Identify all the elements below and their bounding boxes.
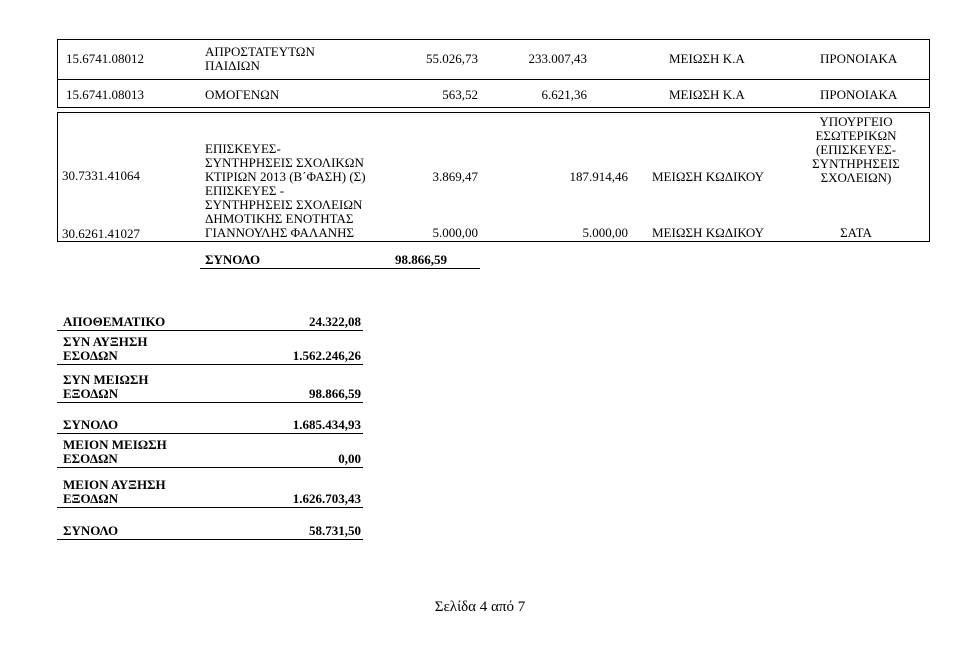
summary-value: 58.731,50 [309,523,361,538]
underline [57,467,363,468]
account-code: 15.6741.08013 [66,87,144,102]
action-label: ΜΕΙΩΣΗ ΚΩΔΙΚΟΥ [652,169,765,184]
table-border [57,39,930,40]
account-title: ΑΠΡΟΣΤΑΤΕΥΤΩΝ [205,44,315,59]
table-border [929,112,930,241]
sum-value: 98.866,59 [395,252,447,267]
summary-label: ΕΣΟΔΩΝ [63,451,118,466]
table-border [57,112,930,113]
summary-value: 24.322,08 [309,314,361,329]
account-title: ΣΥΝΤΗΡΗΣΕΙΣ ΣΧΟΛΕΙΩΝ [205,197,363,212]
summary-label: ΕΞΟΔΩΝ [63,491,119,506]
summary-label: ΜΕΙΟΝ ΑΥΞΗΣΗ [63,477,166,492]
summary-value: 1.685.434,93 [292,417,361,432]
summary-label: ΣΥΝ ΑΥΞΗΣΗ [63,334,148,349]
amount-one: 5.000,00 [432,225,478,240]
account-title: ΕΠΙΣΚΕΥΕΣ - [205,183,285,198]
summary-value: 0,00 [338,451,361,466]
action-label: ΜΕΙΩΣΗ ΚΩΔΙΚΟΥ [652,225,765,240]
underline [57,364,363,365]
account-code: 15.6741.08012 [66,51,144,66]
account-code: 30.7331.41064 [62,168,140,183]
summary-value: 1.626.703,43 [292,491,361,506]
amount-one: 563,52 [442,87,478,102]
amount-two: 6.621,36 [541,87,587,102]
note-label: ΣΧΟΛΕΙΩΝ) [820,170,892,185]
table-border [57,79,930,80]
action-label: ΜΕΙΩΣΗ Κ.Α [669,87,745,102]
note-label: ΥΠΟΥΡΓΕΙΟ [819,114,893,129]
amount-one: 55.026,73 [426,51,478,66]
amount-two: 5.000,00 [582,225,628,240]
account-title: ΓΙΑΝΝΟΥΛΗΣ ΦΑΛΑΝΗΣ [205,225,355,240]
summary-value: 1.562.246,26 [292,348,361,363]
summary-label: ΣΥΝΟΛΟ [63,523,119,538]
underline [57,507,363,508]
amount-two: 233.007,43 [528,51,587,66]
note-label: ΕΣΩΤΕΡΙΚΩΝ [815,128,897,143]
account-title: ΚΤΙΡΙΩΝ 2013 (Β΄ΦΑΣΗ) (Σ) [205,169,366,184]
table-border [57,112,58,241]
summary-label: ΕΞΟΔΩΝ [63,386,119,401]
account-title: ΔΗΜΟΤΙΚΗΣ ΕΝΟΤΗΤΑΣ [205,211,354,226]
account-title: ΠΑΙΔΙΩΝ [205,58,260,73]
summary-value: 98.866,59 [309,386,361,401]
table-border [57,107,930,108]
note-label: (ΕΠΙΣΚΕΥΕΣ- [815,142,897,157]
underline [57,402,363,403]
summary-label: ΜΕΙΟΝ ΜΕΙΩΣΗ [63,437,167,452]
underline [57,330,363,331]
summary-label: ΣΥΝ ΜΕΙΩΣΗ [63,372,149,387]
summary-label: ΑΠΟΘΕΜΑΤΙΚΟ [63,314,166,329]
page-number: Σελίδα 4 από 7 [434,599,526,615]
note-label: ΠΡΟΝΟΙΑΚΑ [820,51,898,66]
account-title: ΕΠΙΣΚΕΥΕΣ- [205,141,281,156]
amount-two: 187.914,46 [569,169,628,184]
note-label: ΣΥΝΤΗΡΗΣΕΙΣ [812,156,900,171]
table-border [57,39,58,107]
account-title: ΟΜΟΓΕΝΩΝ [205,87,280,102]
table-border [57,241,930,242]
summary-label: ΕΣΟΔΩΝ [63,348,118,363]
underline [57,433,363,434]
action-label: ΜΕΙΩΣΗ Κ.Α [669,51,745,66]
underline [200,268,480,269]
note-label: ΣΑΤΑ [840,225,872,240]
sum-label: ΣΥΝΟΛΟ [205,252,261,267]
summary-label: ΣΥΝΟΛΟ [63,417,119,432]
amount-one: 3.869,47 [432,169,478,184]
table-border [929,39,930,107]
account-title: ΣΥΝΤΗΡΗΣΕΙΣ ΣΧΟΛΙΚΩΝ [205,155,364,170]
note-label: ΠΡΟΝΟΙΑΚΑ [820,87,898,102]
account-code: 30.6261.41027 [62,226,140,241]
underline [57,539,363,540]
